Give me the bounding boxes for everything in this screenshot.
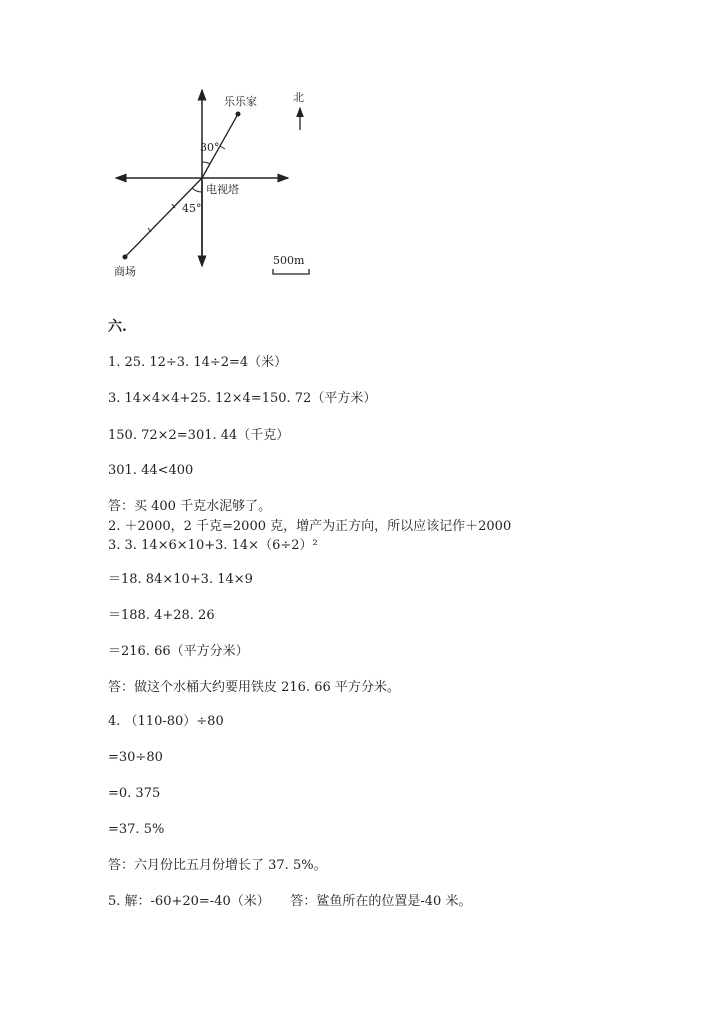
solution-line: 答：买 400 千克水泥够了。 (108, 499, 272, 514)
solution-line: 4. （110-80）÷80 (108, 714, 224, 729)
scale-bar (273, 269, 309, 274)
solution-line: 150. 72×2=301. 44（千克） (108, 428, 290, 443)
solution-line: 1. 25. 12÷3. 14÷2=4（米） (108, 355, 288, 370)
section-heading: 六. (108, 319, 127, 335)
angle-30: 30° (200, 141, 220, 154)
solution-line: 答：六月份比五月份增长了 37. 5%。 (108, 858, 327, 873)
solution-line: 答：做这个水桶大约要用铁皮 216. 66 平方分米。 (108, 680, 400, 695)
home-label: 乐乐家 (224, 95, 257, 108)
scale-label: 500m (273, 254, 305, 267)
tower-label: 电视塔 (206, 183, 239, 196)
solution-line: ＝18. 84×10+3. 14×9 (108, 572, 253, 587)
north-label: 北 (293, 91, 304, 104)
solution-line: ＝216. 66（平方分米） (108, 644, 249, 659)
line-to-mall (125, 178, 202, 257)
solution-line: 301. 44<400 (108, 463, 194, 478)
solution-line: =30÷80 (108, 750, 163, 765)
angle-45: 45° (182, 202, 202, 215)
solution-line: ＝188. 4+28. 26 (108, 608, 215, 623)
solution-line: 3. 14×4×4+25. 12×4=150. 72（平方米） (108, 391, 377, 406)
solution-line: =37. 5% (108, 822, 165, 837)
solution-line: 2. ＋2000，2 千克=2000 克，增产为正方向，所以应该记作＋2000 (108, 519, 512, 534)
solution-line: 5. 解：-60+20=-40（米） 答：鲨鱼所在的位置是-40 米。 (108, 894, 472, 909)
solution-line: 3. 3. 14×6×10+3. 14×（6÷2）² (108, 538, 318, 553)
mall-label: 商场 (114, 265, 136, 278)
solution-line: =0. 375 (108, 786, 161, 801)
direction-diagram (100, 80, 340, 290)
